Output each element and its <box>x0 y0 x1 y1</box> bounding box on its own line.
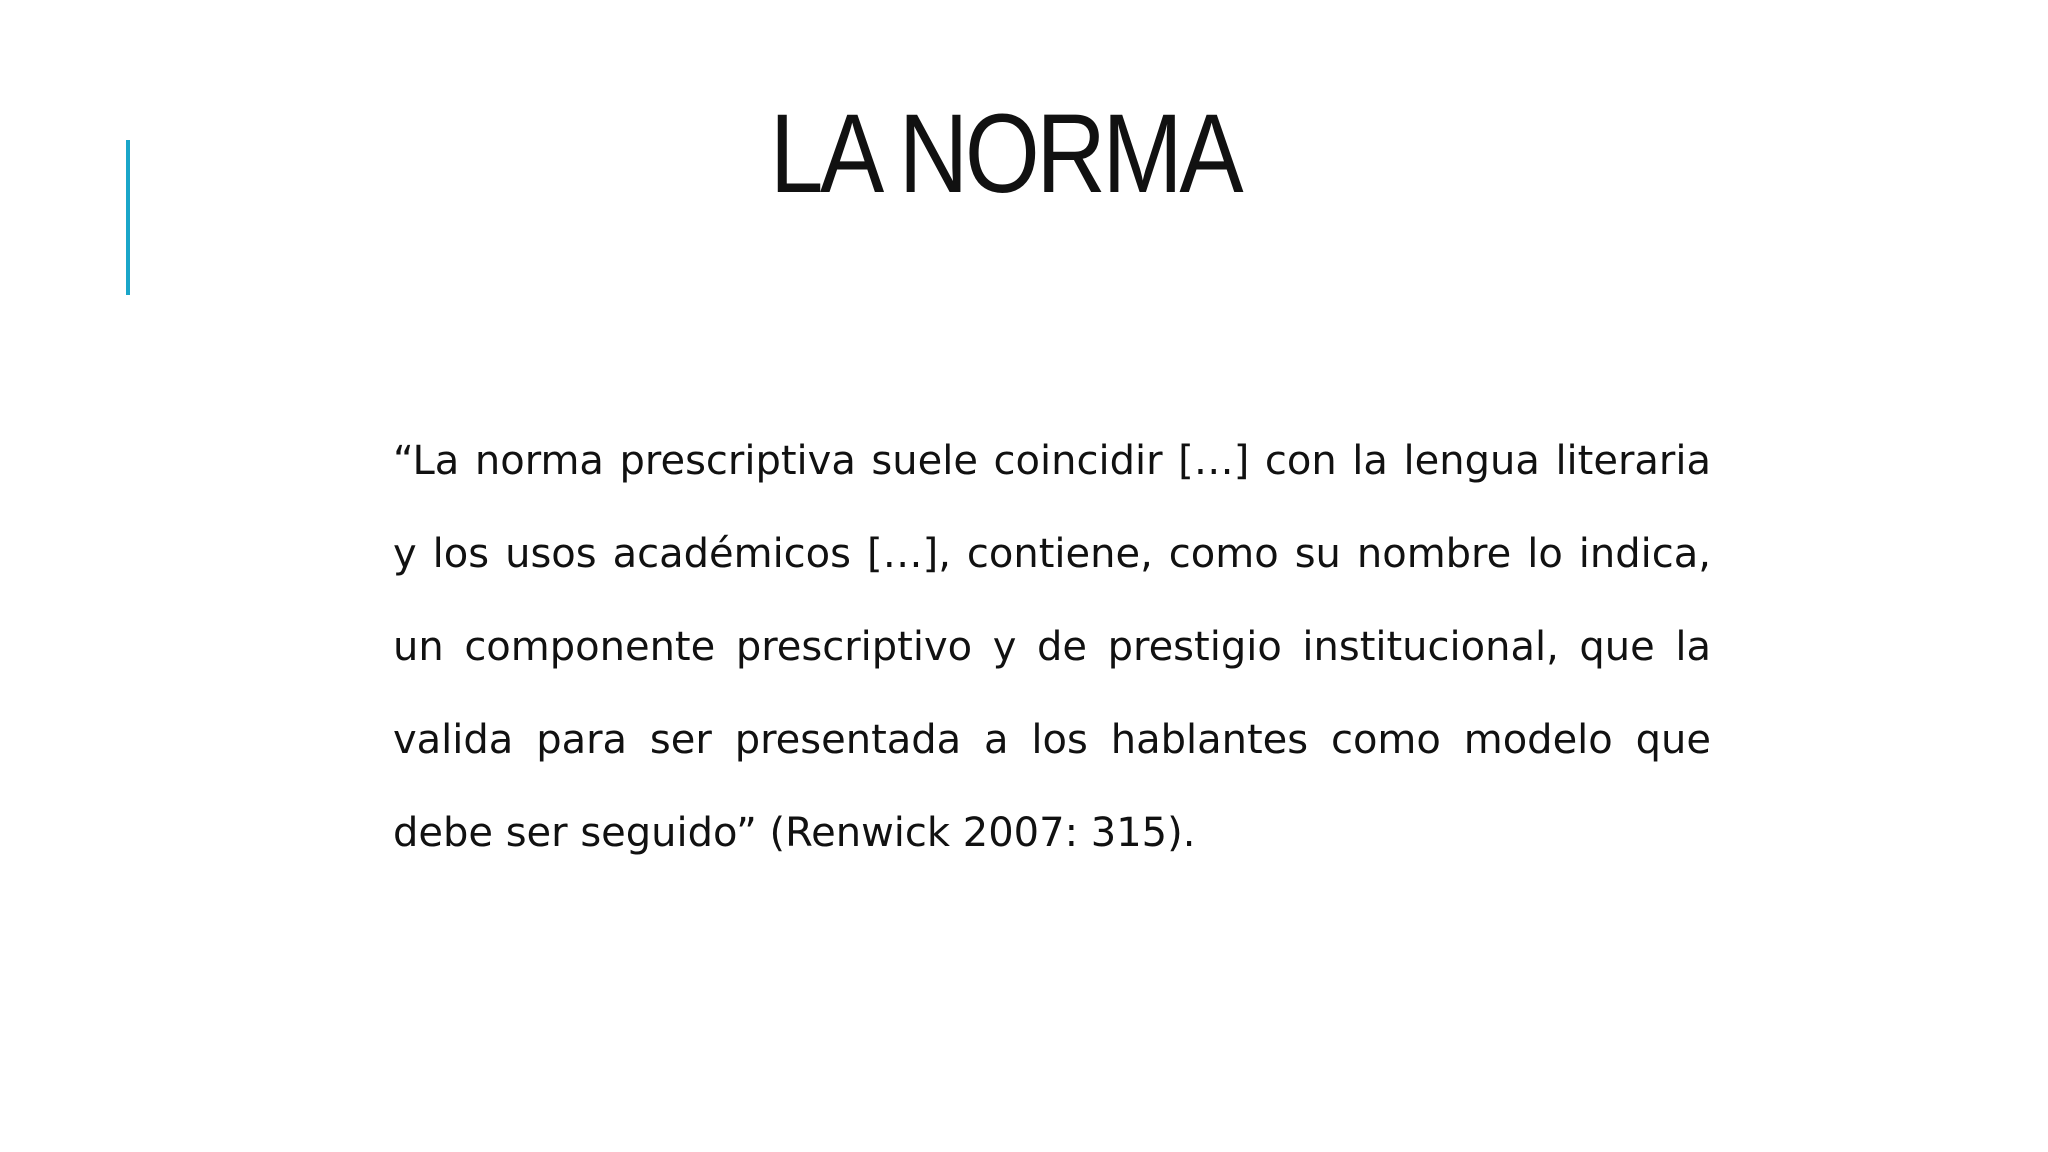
slide-title: LA NORMA <box>769 91 1241 216</box>
accent-bar <box>126 140 130 295</box>
quote-text: “La norma prescriptiva suele coincidir […] con la lengua literaria y los usos académicos […], contiene, como su nombre lo indica, un componente prescriptivo y de prestigio institucional, que la valida para ser presentada a los hablantes como modelo que debe ser seguido” (Renwick 2007: 315). <box>393 438 1711 856</box>
